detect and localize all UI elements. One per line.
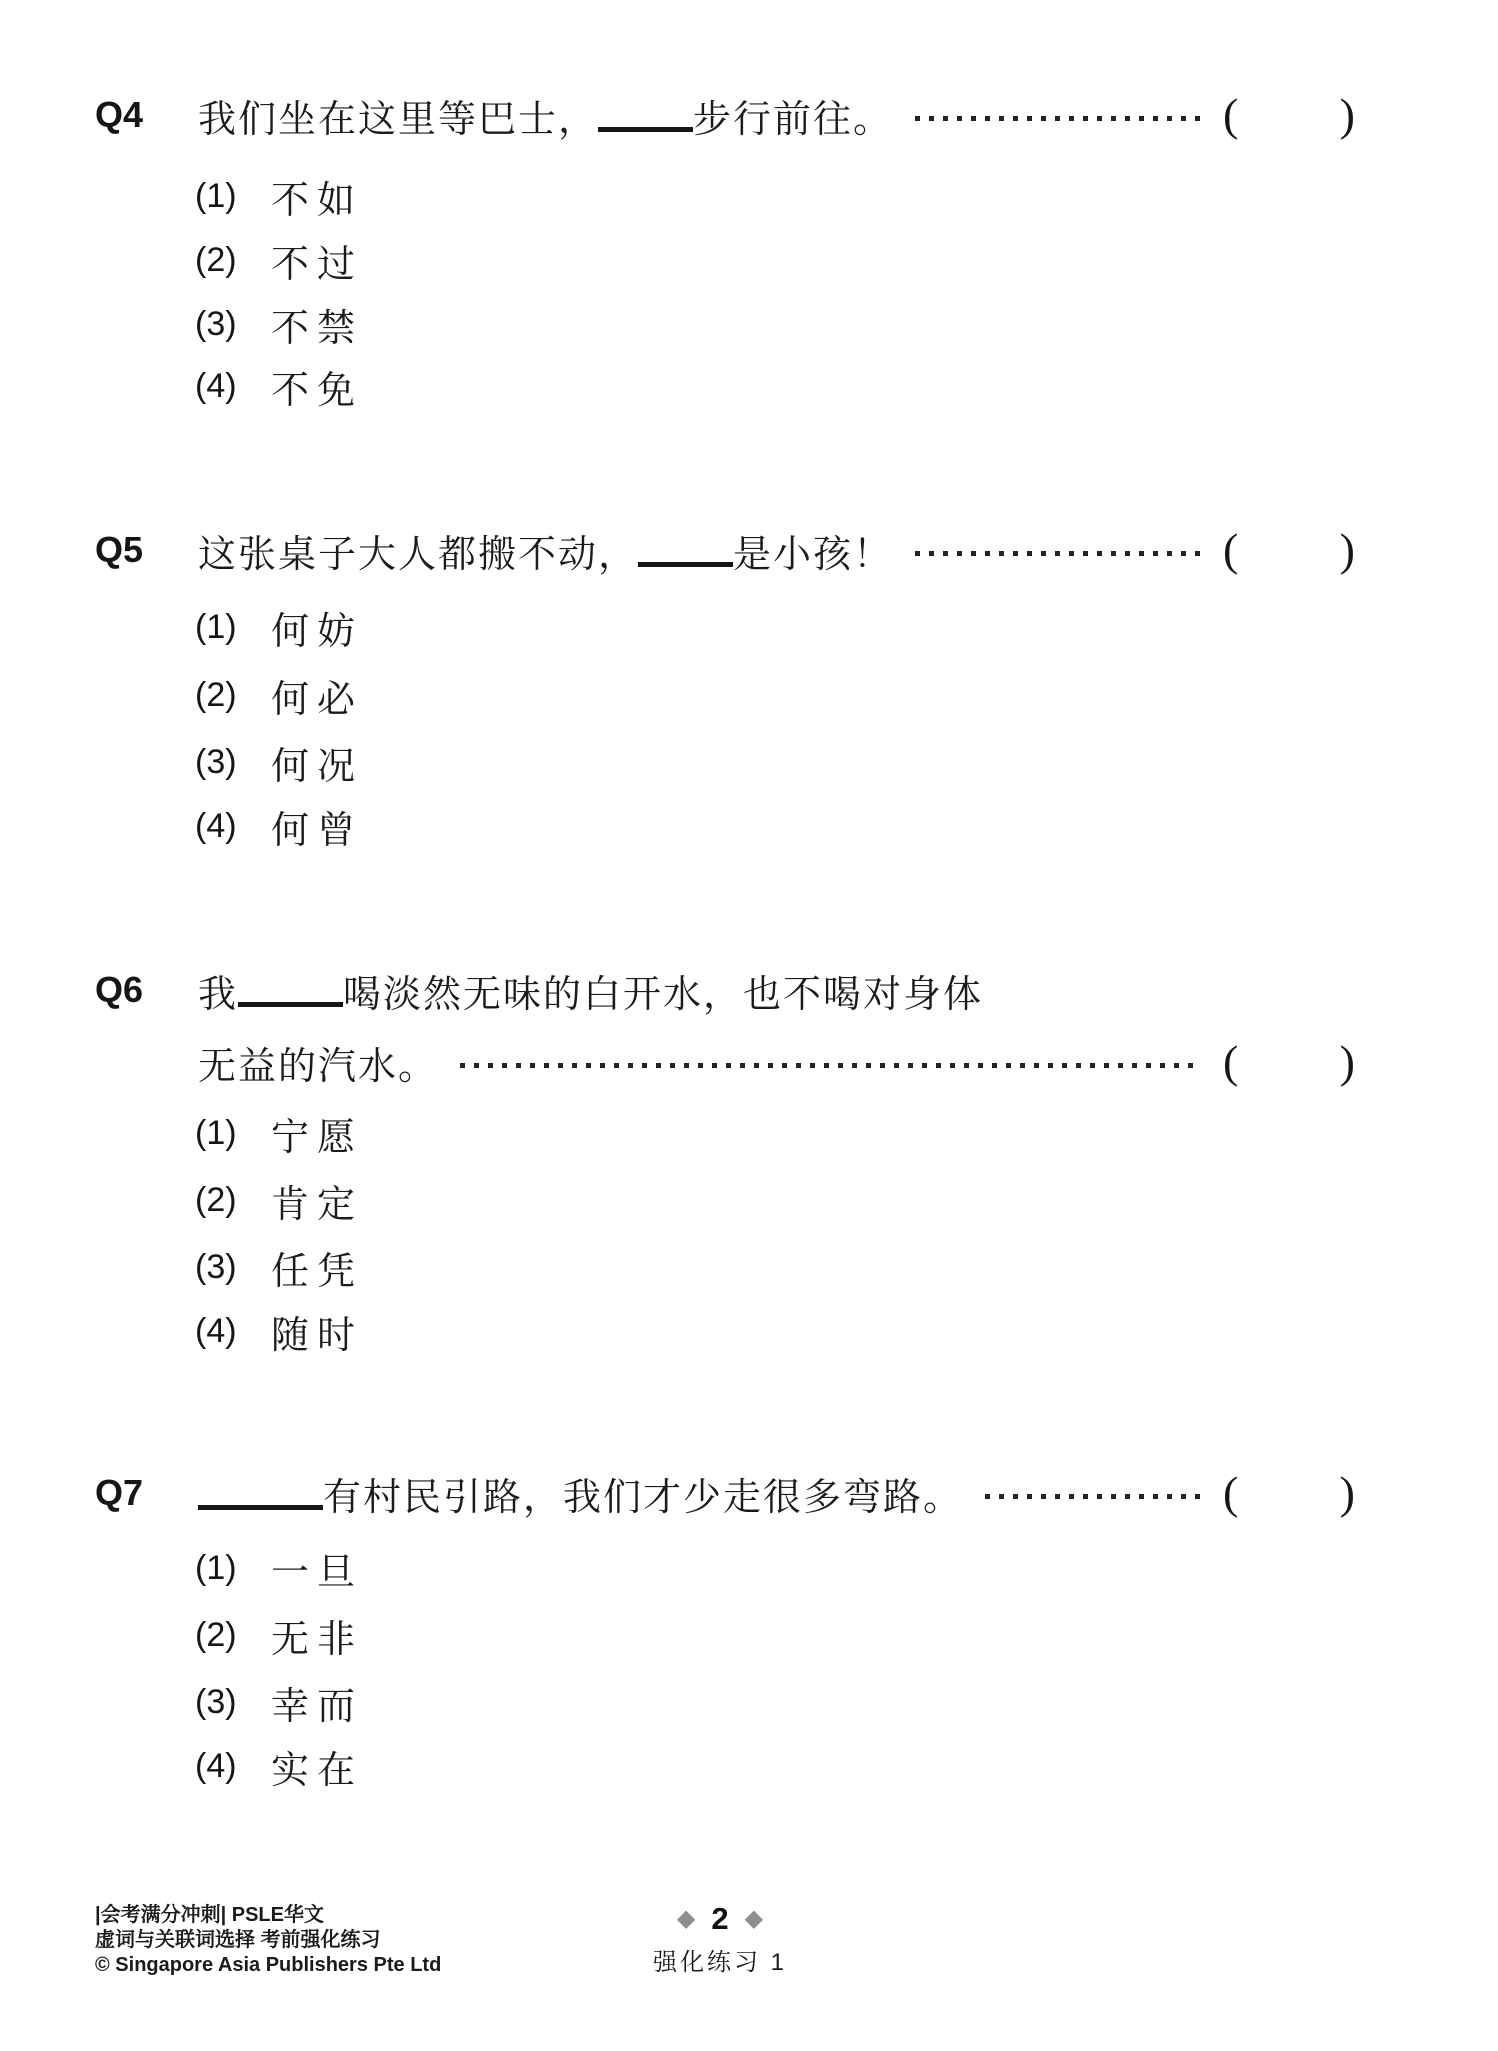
option-number: (2) (195, 1180, 237, 1219)
page-number: 2 (711, 1901, 729, 1936)
question-text-pre: 这张桌子大人都搬不动， (198, 533, 639, 576)
option-number: (3) (195, 1682, 237, 1721)
question-text-post: 喝淡然无味的白开水，也不喝对身体 (343, 973, 984, 1016)
answer-paren-open: ( (1223, 524, 1239, 575)
page-number-line (0, 1903, 1440, 1934)
option-number: (1) (195, 176, 237, 215)
option-text: 实在 (271, 1749, 364, 1792)
option-row (195, 667, 363, 723)
question-text (198, 1466, 963, 1521)
option-row (195, 599, 363, 655)
answer-paren-open: ( (1223, 1467, 1239, 1518)
question-text-post: 是小孩！ (733, 533, 894, 576)
option-row (195, 734, 363, 790)
footer-center-block (0, 1903, 1440, 1977)
option-text: 一旦 (271, 1551, 364, 1594)
option-text: 随时 (271, 1314, 364, 1357)
question-text (198, 963, 983, 1018)
option-number: (2) (195, 675, 237, 714)
answer-brackets (1223, 524, 1355, 575)
option-text: 何必 (271, 678, 364, 721)
dotted-leader (915, 116, 1201, 121)
question-text-line2: 无益的汽水。 (198, 1045, 439, 1088)
option-row (195, 1607, 363, 1663)
option-text: 宁愿 (271, 1116, 364, 1159)
option-row (195, 232, 363, 288)
option-text: 不免 (271, 369, 364, 412)
option-row (195, 798, 363, 854)
question-number: Q7 (95, 1472, 144, 1513)
question-text-post: 有村民引路，我们才少走很多弯路。 (323, 1476, 964, 1519)
fill-in-blank (638, 532, 733, 567)
option-row (195, 168, 363, 224)
dotted-leader (460, 1063, 1201, 1068)
answer-paren-close: ) (1339, 524, 1355, 575)
footer-series-title: |会考满分冲刺| PSLE华文 (95, 1904, 324, 1926)
footer-exercise-label: 强化练习 1 (652, 1949, 787, 1976)
option-text: 不如 (271, 179, 364, 222)
answer-paren-close: ) (1339, 1467, 1355, 1518)
diamond-icon: ◆ (676, 1905, 696, 1932)
option-number: (1) (195, 607, 237, 646)
answer-brackets (1223, 89, 1355, 140)
question-number: Q5 (95, 529, 144, 570)
option-number: (2) (195, 240, 237, 279)
option-number: (4) (195, 1311, 237, 1350)
footer-copyright: © Singapore Asia Publishers Pte Ltd (95, 1954, 442, 1976)
option-row (195, 1303, 363, 1359)
option-row (195, 1674, 363, 1730)
option-row (195, 358, 363, 414)
option-text: 无非 (271, 1618, 364, 1661)
diamond-icon: ◆ (744, 1905, 764, 1932)
option-text: 何况 (271, 745, 364, 788)
option-number: (3) (195, 1247, 237, 1286)
option-text: 何妨 (271, 610, 364, 653)
question-text (198, 1035, 438, 1090)
answer-paren-open: ( (1223, 1036, 1239, 1087)
dotted-leader (915, 551, 1201, 556)
option-number: (4) (195, 806, 237, 845)
question-row-q7 (95, 1463, 1355, 1523)
footer-book-title: 虚词与关联词选择 考前强化练习 (95, 1929, 381, 1951)
option-row (195, 1540, 363, 1596)
option-row (195, 1239, 363, 1295)
answer-brackets (1223, 1036, 1355, 1087)
option-text: 肯定 (271, 1183, 364, 1226)
option-number: (2) (195, 1615, 237, 1654)
option-text: 何曾 (271, 809, 364, 852)
question-row-q6-line2 (95, 1032, 1355, 1092)
fill-in-blank (598, 97, 693, 132)
answer-paren-close: ) (1339, 89, 1355, 140)
option-text: 不禁 (271, 307, 364, 350)
option-number: (1) (195, 1548, 237, 1587)
question-text-post: 步行前往。 (693, 98, 894, 141)
answer-brackets (1223, 1467, 1355, 1518)
dotted-leader (985, 1494, 1201, 1499)
question-row-q5 (95, 520, 1355, 580)
option-number: (4) (195, 1746, 237, 1785)
question-row-q6-line1 (95, 960, 1355, 1020)
question-number: Q6 (95, 969, 144, 1010)
option-number: (3) (195, 742, 237, 781)
question-text (198, 88, 893, 143)
option-text: 幸而 (271, 1685, 364, 1728)
option-row (195, 296, 363, 352)
option-row (195, 1105, 363, 1161)
answer-paren-open: ( (1223, 89, 1239, 140)
fill-in-blank (238, 972, 343, 1007)
answer-paren-close: ) (1339, 1036, 1355, 1087)
fill-in-blank (198, 1475, 323, 1510)
question-text-pre: 我们坐在这里等巴士， (198, 98, 599, 141)
option-row (195, 1738, 363, 1794)
option-row (195, 1172, 363, 1228)
question-row-q4 (95, 85, 1355, 145)
question-text (198, 523, 893, 578)
option-number: (3) (195, 304, 237, 343)
option-text: 任凭 (271, 1250, 364, 1293)
option-number: (1) (195, 1113, 237, 1152)
option-text: 不过 (271, 243, 364, 286)
option-number: (4) (195, 366, 237, 405)
question-number: Q4 (95, 94, 144, 135)
question-text-pre: 我 (198, 973, 239, 1016)
